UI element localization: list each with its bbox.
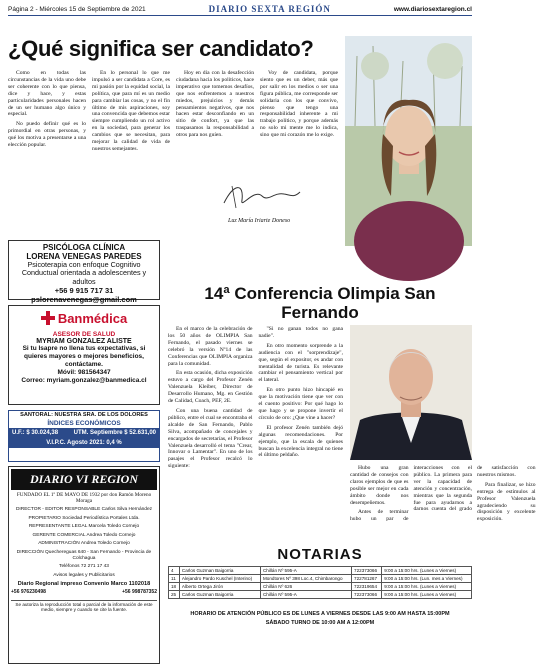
nt-address: Chillán Nº 626 <box>260 583 351 591</box>
article1-title: ¿Qué significa ser candidato? <box>8 36 314 61</box>
banmedica-logo-icon <box>41 311 55 325</box>
signature-image <box>214 178 304 213</box>
notarias-table <box>168 566 472 599</box>
page-date: Página 2 - Miércoles 15 de Septiembre de 2021 <box>8 5 146 13</box>
masthead-phone: +56 998787352 <box>122 589 157 596</box>
speaker-photo <box>350 325 472 460</box>
indices-title: ÍNDICES ECONÓMICOS <box>9 419 159 428</box>
nt-address: Mondtores Nº 398 Loc.4, Chimbarongo <box>260 575 351 583</box>
nt-hours: 9:00 a 15:00 hrs. (Lunes a Viernes) <box>382 583 472 591</box>
banm-text: Si tu Isapre no llena tus expectativas, si quieres mayores o mejores beneficios, contáctame. <box>22 345 146 368</box>
indices-box <box>8 410 160 462</box>
author-photo <box>345 36 472 246</box>
masthead-founded: FUNDADO EL 1º DE MAYO DE 1932 por don Ramón Moreno Moraga <box>16 492 152 504</box>
article1-p: Voy de candidata, porque siento que es un deber, más que por salir en los medios o ser una figura pública, me corresponde ser solidaria con los que convivo, pienso que tengo una responsabilidad inherente a mi trabajo político, y porque además no solo mi mente me lo indica, sino que mi corazón me lo exige. <box>260 70 338 139</box>
nt-hours: 9:00 a 15:00 hrs. (Lunes a Viernes) <box>382 591 472 599</box>
masthead-box <box>8 466 160 664</box>
santoral: SANTORAL: NUESTRA SRA. DE LOS DOLORES <box>20 412 148 418</box>
banmedica-logo <box>12 309 156 327</box>
nt-name: Alejandro Pardo Kuschel (Interino) <box>179 575 260 583</box>
article2-p: En otro momento sorprende a la audiencia con el "sorprendizaje", que, según el expositor, es andar con mentalidad de turista. Es relevante cambiar el pensamiento vertical por el lateral. <box>258 342 343 384</box>
masthead-phone: +56 976230498 <box>11 589 46 596</box>
masthead-dp: Diario Regional impreso Convenio Marco 1102018 <box>17 581 151 588</box>
nt-address: Chillán Nº 595-A <box>260 591 351 599</box>
psico-desc: Psicoterapia con enfoque Cognitivo Conductual orientada a adolescentes y adultos <box>21 260 147 286</box>
masthead-line: GERENTE COMERCIAL Andrea Toledo Cornejo <box>32 532 136 538</box>
table-row <box>169 575 472 583</box>
brand-name: DIARIO SEXTA REGIÓN <box>208 4 331 14</box>
masthead-phones <box>11 590 157 596</box>
banm-name: MYRIAM GONZALEZ ALISTE <box>36 338 132 345</box>
article1-p: No puedo definir qué es lo primordial en otras personas, y qué los motiva a presentarse a una elección popular. <box>8 121 86 149</box>
horario-text: HORARIO DE ATENCIÓN PÚBLICO ES DE LUNES A VIERNES DESDE LAS 9:00 AM HASTA 15:00PM <box>190 611 450 617</box>
article2-p: Hubo una gran cantidad de consejos con claros ejemplos de que es posible ser mejor en cada ámbito donde nos desempeñemos. <box>350 465 409 506</box>
psico-phone: +56 9 915 717 31 <box>54 286 114 296</box>
masthead-line: Teléfonos 72 271 17 43 <box>59 564 109 570</box>
article1-p: Como en todas las circunstancias de la vida uno debe ser coherente con lo que piensa, dice y hace, y estas particularidades personales hacen de un ser humano algo único y especial. <box>8 70 86 118</box>
nt-phone: 722319654 <box>352 583 382 591</box>
utm-value: UTM. Septiembre $ 52.631,00 <box>73 430 156 436</box>
article2-body-cont <box>350 465 536 525</box>
masthead-logo: DIARIO VI REGION <box>11 469 157 490</box>
table-row <box>169 591 472 599</box>
nt-hours: 9:00 a 15:00 hrs. (Lun. mes a Viernes) <box>382 575 472 583</box>
psico-name: LORENA VENEGAS PAREDES <box>26 252 142 261</box>
nt-day: 11 <box>169 575 180 583</box>
nt-day: 18 <box>169 583 180 591</box>
indices-row <box>9 428 159 438</box>
site-url[interactable]: www.diariosextaregion.cl <box>393 5 472 13</box>
article2-p: El profesor Zenén también dejó algunas recomendaciones. Por ejemplo, que la escala de quienes buscan la excelencia integral no tiene el último peldaño. <box>258 424 343 459</box>
masthead-line: DIRECCIÓN Quechereguas 640 - San Fernando - Provincia de Colchagua <box>16 549 152 561</box>
banm-mail[interactable]: Correo: myriam.gonzalez@banmedica.cl <box>21 377 147 384</box>
article2-body <box>168 326 343 516</box>
masthead-line: PROPIETARIO Sociedad Periodística Portales Ltda. <box>28 515 140 521</box>
masthead-line: Avisos legales y Publicitarios <box>53 572 115 578</box>
sabado-text: SÁBADO TURNO DE 10:00 AM A 12:00PM <box>265 620 375 626</box>
page-header <box>8 4 472 16</box>
table-row <box>169 583 472 591</box>
uf-value: U.F.: $ 30.024,38 <box>12 430 59 436</box>
signature-caption: Luz María Iriarte Doneso <box>228 218 291 224</box>
article2-p: "Si no ganan todos no gana nadie". <box>258 326 343 339</box>
article2-p: En el marco de la celebración de los 50 años de OLIMPIA San Fernando, el pasado viernes se celebró la versión Nº14 de las Conferencias que OLIMPIA organiza para la comunidad. <box>168 326 253 367</box>
notarias-title: NOTARIAS <box>277 546 363 563</box>
nt-day: 25 <box>169 591 180 599</box>
article2-p: En esta ocasión, dicha exposición estuvo a cargo del Profesor Zenén Valenzuela Kleiber, Director de Desarrollo Humano, Mg. en Gestión de Calidad, Coach, PEF, 2E. <box>168 370 253 405</box>
nt-phone: 722373066 <box>352 567 382 575</box>
nt-name: Carlos Guzman Baigorria <box>179 567 260 575</box>
masthead-line: DIRECTOR - EDITOR RESPONSABLE Carlos Silva Hernández <box>15 507 153 512</box>
nt-name: Carlos Guzman Baigorria <box>179 591 260 599</box>
psicologa-ad <box>8 240 160 305</box>
article1-p: Hoy en día con la desafección ciudadana hacia los políticos, hace imperativo que tomemos desafíos, que nos enfrentemos a nuestros miedos, prejuicios y demás pensamientos negativos, que nos hacen estar desconfiando en un sitio de confort, ya que las traspasamos la responsabilidad a otros para nos guíen. <box>176 70 254 139</box>
article2-p: Para finalizar, se hizo entrega de estímulos al Profesor Valenzuela agradeciendo su disposición y excelente exposición. <box>477 481 536 523</box>
article2-p: Antes de terminar hubo un par de interacciones con el público. La primera para ver la capacidad de atención y concentración, mientras que la segunda fue para ayudarnos a darnos cuenta del grado de satisfacción con nuestros mismos. <box>350 465 536 523</box>
psico-email[interactable]: pslorenavenegas@gmail.com <box>31 295 137 305</box>
article2-p: Con una buena cantidad de público, entre el cual se encontraba el alcalde de San Fernando, Pablo Silva, acompañado de concejales y encargados de secretarías, el Profesor Valenzuela desarrolló el tema "Crear, Innovar o Lamentar". En uno de los pasajes el Profesor recalcó lo siguiente: <box>168 407 253 470</box>
masthead-line: REPRESENTANTE LEGAL Marcela Toledo Cornejo <box>28 524 140 530</box>
masthead-line: ADMINISTRACIÓN Andrea Toledo Cornejo <box>38 541 130 547</box>
notarias-horario <box>168 610 472 628</box>
masthead-footer: Se autoriza la reproducción total o parcial de la información de este medio, siempre y cuando se cite la fuente. <box>11 600 157 612</box>
psico-title: PSICÓLOGA CLÍNICA <box>42 243 126 252</box>
article1-p: En lo personal lo que me impulsó a ser candidata a Core, es mi pasión por la equidad social, la política, que para mí es un medio para cambiar las cosas, y no el fin último de mis aspiraciones, soy una convencida que debemos estar siempre cumpliendo un rol activo en la sociedad, para generar los cambios que se necesitan, para mejorar la calidad de vida de nuestros semejantes. <box>92 70 170 152</box>
article2-title: 14ª Conferencia Olimpia San Fernando <box>204 284 436 322</box>
banm-mobile: Móvil: 981564347 <box>57 369 111 376</box>
nt-phone: 722373066 <box>352 591 382 599</box>
article2-p: En otro punto hizo hincapié en que la motivación tiene que ver con el cuento positivo: Por qué hago lo que hago y se propone invertir el círculo de oro: ¿Que vine a hacer? <box>258 387 343 421</box>
nt-day: 4 <box>169 567 180 575</box>
table-row <box>169 567 472 575</box>
banmedica-ad <box>8 305 160 405</box>
nt-phone: 722781267 <box>352 575 382 583</box>
banm-role: ASESOR DE SALUD <box>52 331 116 338</box>
banmedica-logo-text: Banmédica <box>57 310 128 326</box>
nt-hours: 9:00 a 15:00 hrs. (Lunes a Viernes) <box>382 567 472 575</box>
nt-name: Alberto Ortega Jirón <box>179 583 260 591</box>
ivp-value: V.I.P.C. Agosto 2021: 0,4 % <box>9 438 159 448</box>
nt-address: Chillán Nº 595-A <box>260 567 351 575</box>
